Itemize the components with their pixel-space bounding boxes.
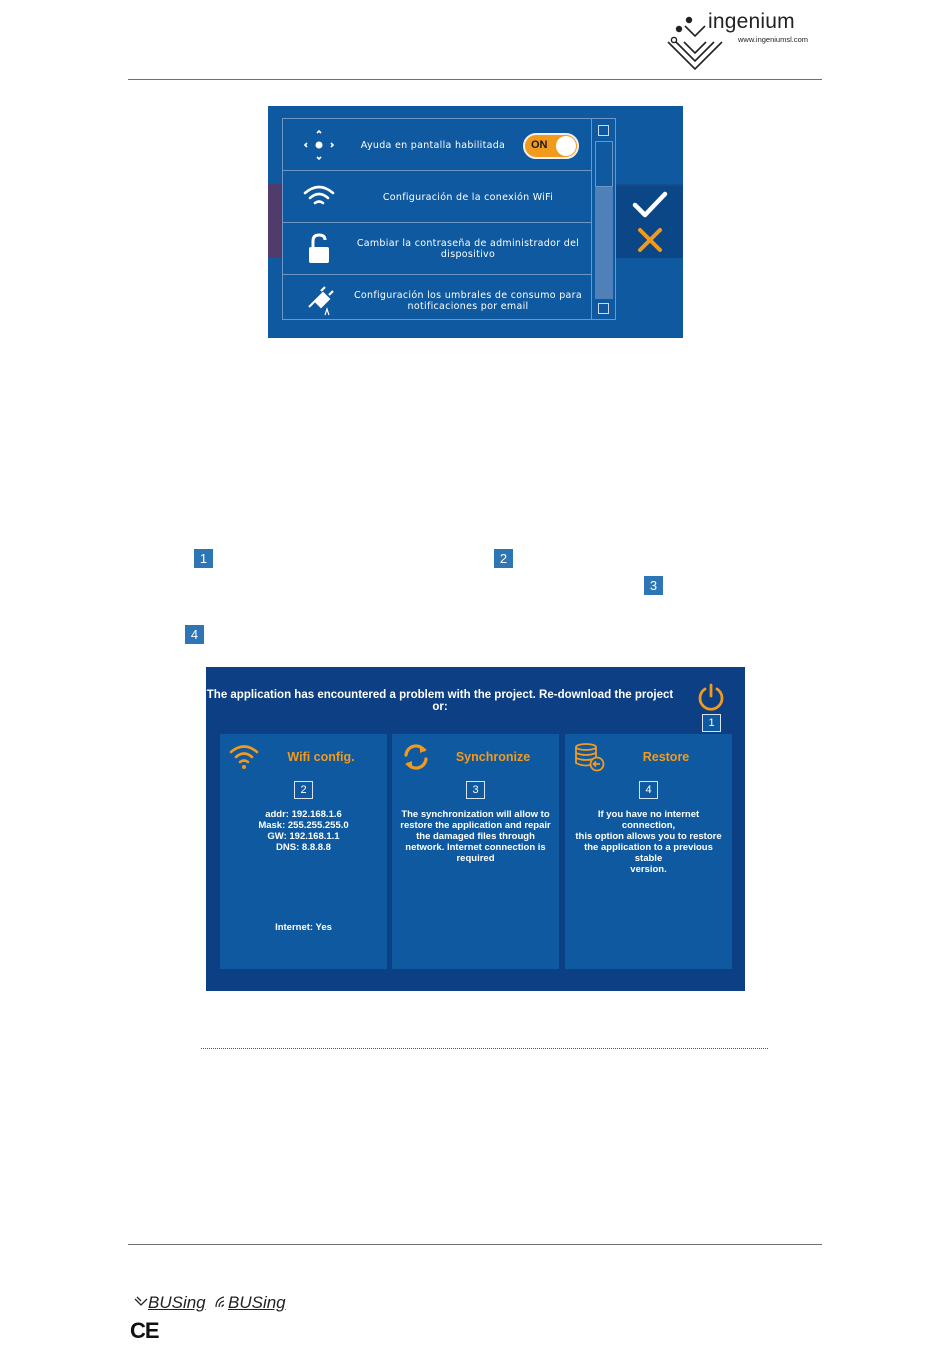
marker-4: 4	[185, 625, 204, 644]
restore-card[interactable]	[565, 734, 732, 969]
header-divider	[128, 79, 822, 80]
footer-divider	[128, 1244, 822, 1245]
synchronize-card[interactable]	[392, 734, 559, 969]
busing-wireless-logo: BUSing	[214, 1293, 286, 1315]
wifi-config-card[interactable]	[220, 734, 387, 969]
busing-logo: BUSing	[134, 1293, 206, 1315]
sync-icon	[400, 742, 432, 772]
scroll-down-button[interactable]	[598, 303, 609, 314]
card-body: addr: 192.168.1.6 Mask: 255.255.255.0 GW: 192.168.1.1 DNS: 8.8.8.8	[258, 809, 349, 853]
wifi-icon	[301, 181, 337, 213]
settings-screenshot	[268, 106, 683, 338]
card-number: 2	[294, 781, 313, 799]
card-number: 3	[466, 781, 485, 799]
scrollbar[interactable]	[591, 119, 615, 319]
list-item-label: Configuración los umbrales de consumo para notificaciones por email	[353, 290, 583, 312]
brand-url: www.ingeniumsl.com	[738, 35, 809, 44]
scroll-up-button[interactable]	[598, 125, 609, 136]
list-item[interactable]	[283, 119, 591, 171]
marker-2: 2	[494, 549, 513, 568]
recovery-screenshot	[206, 667, 745, 991]
card-body: If you have no internet connection, this option allows you to restore the application to a previous stable version.	[575, 809, 722, 875]
list-item-label: Cambiar la contraseña de administrador del dispositivo	[356, 238, 580, 260]
card-title: Restore	[642, 750, 690, 764]
busing-wireless-icon	[214, 1295, 228, 1309]
check-icon[interactable]	[632, 190, 668, 220]
card-number: 4	[639, 781, 658, 799]
ce-mark: CE	[130, 1318, 159, 1343]
database-restore-icon	[573, 742, 605, 772]
power-icon[interactable]	[696, 682, 726, 712]
list-item-label: Ayuda en pantalla habilitada	[360, 139, 506, 151]
list-item[interactable]	[283, 171, 591, 223]
card-body: The synchronization will allow to restore the application and repair the damaged files through network. Internet connection is required	[400, 809, 551, 864]
power-number: 1	[702, 714, 721, 732]
help-toggle[interactable]	[523, 133, 579, 159]
plug-icon	[301, 285, 337, 317]
marker-3: 3	[644, 576, 663, 595]
card-title: Wifi config.	[287, 750, 355, 764]
busing-wired-icon	[134, 1295, 148, 1309]
list-item[interactable]	[283, 275, 591, 327]
unlock-icon	[301, 233, 337, 265]
cross-icon[interactable]	[636, 226, 664, 254]
list-item[interactable]	[283, 223, 591, 275]
card-title: Synchronize	[455, 750, 531, 764]
list-item-label: Configuración de la conexión WiFi	[382, 191, 554, 203]
settings-list	[282, 118, 616, 320]
dotted-divider	[201, 1048, 768, 1049]
recovery-title: The application has encountered a problem with the project. Re-download the project or:	[206, 689, 674, 713]
internet-status: Internet: Yes	[275, 922, 332, 933]
wifi-icon	[228, 742, 260, 772]
marker-1: 1	[194, 549, 213, 568]
brand-name: ingenium	[708, 10, 795, 33]
toggle-label: ON	[531, 139, 548, 151]
touch-icon	[301, 129, 337, 161]
scroll-thumb[interactable]	[595, 141, 613, 187]
